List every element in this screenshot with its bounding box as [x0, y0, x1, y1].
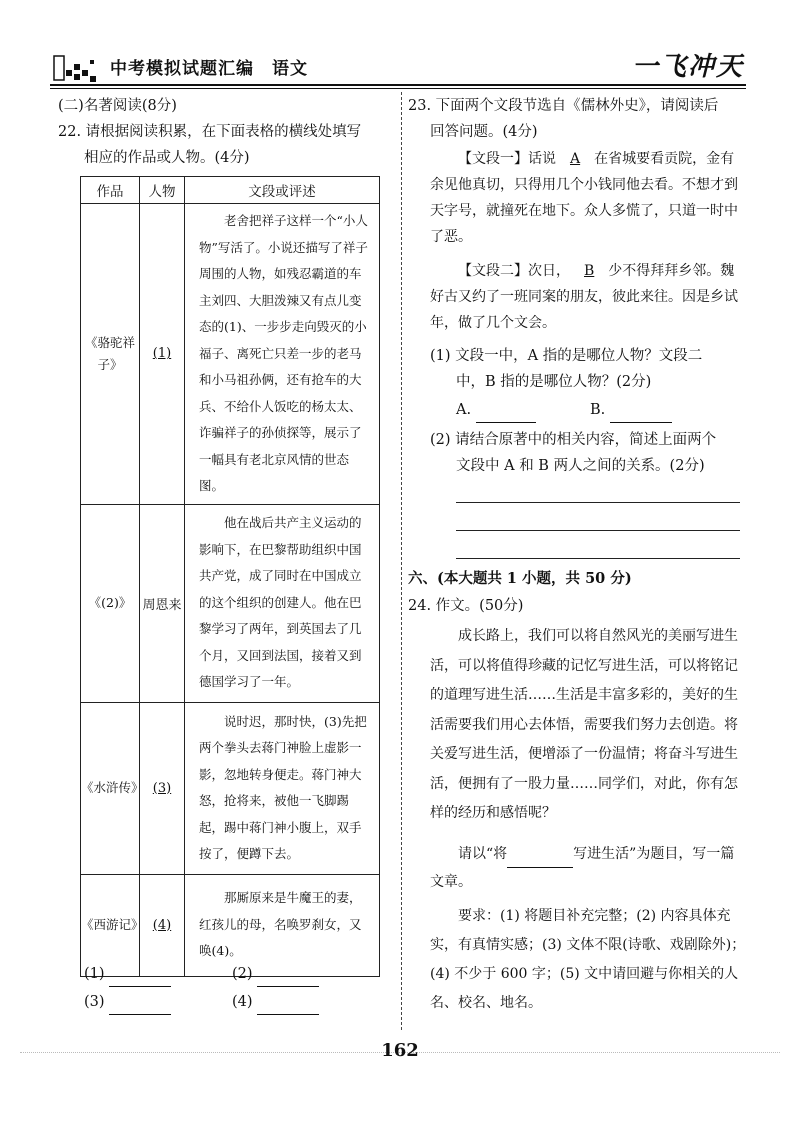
- header-rule: [50, 84, 746, 86]
- answer-2-blank[interactable]: [257, 970, 319, 987]
- table-header-row: [81, 177, 380, 204]
- table-cell-text: 说时迟，那时快，(3)先把两个拳头去蒋门神脸上虚影一影，忽地转身便走。蒋门神大怒，抢将来，被他一飞脚踢起，踢中蒋门神小腹上，双手按了，便蹲下去。: [185, 702, 380, 874]
- answer-line[interactable]: [456, 502, 740, 503]
- section-heading: (二)名著阅读(8分): [58, 98, 177, 114]
- answer-4-label: (4): [232, 994, 253, 1010]
- passage-2: [430, 258, 746, 336]
- passage-1-label: 【文段一】: [458, 151, 528, 167]
- answer-3[interactable]: [84, 990, 171, 1015]
- table-cell-text: 老舍把祥子这样一个“小人物”写活了。小说还描写了祥子周围的人物，如残忍霸道的车主刘四、大胆泼辣又有点儿变态的(1)、一步步走向毁灭的小福子、离死亡只差一步的老马和小马祖孙俩，还有抢车的大兵、不给仆人饭吃的杨太太、诈骗祥子的孙侦探等，展示了一幅具有老北京风情的世态图。: [185, 204, 380, 505]
- column-divider: [401, 92, 402, 1030]
- header-title: 中考模拟试题汇编 语文: [110, 59, 308, 79]
- answer-A-label: A.: [456, 402, 472, 418]
- sub2-line2: 文段中 A 和 B 两人之间的关系。(2分): [456, 458, 705, 474]
- passage-1-A: A: [570, 151, 581, 167]
- answer-line[interactable]: [456, 558, 740, 559]
- answer-2-label: (2): [232, 966, 253, 982]
- table-cell-work: 《水浒传》: [81, 702, 140, 874]
- answer-1-blank[interactable]: [109, 970, 171, 987]
- sub1-line2: 中，B 指的是哪位人物？(2分): [456, 374, 652, 390]
- essay-prompt: 成长路上，我们可以将自然风光的美丽写进生活，可以将值得珍藏的记忆写进生活，可以将铭记的道理写进生活……生活是丰富多彩的，美好的生活需要我们用心去体悟，需要我们努力去创造。将关爱写进生活，便增添了一份温情；将奋斗写进生活，便拥有了一股力量……同学们，对此，你有怎样的经历和感悟呢？: [430, 628, 738, 821]
- passage-2-label: 【文段二】: [458, 263, 528, 279]
- passage-2-B: B: [584, 263, 595, 279]
- answer-4[interactable]: [232, 990, 319, 1015]
- table-cell-person: (3): [140, 702, 185, 874]
- answer-3-blank[interactable]: [109, 998, 171, 1015]
- answer-B[interactable]: [590, 398, 672, 423]
- answer-3-label: (3): [84, 994, 105, 1010]
- answer-A[interactable]: [456, 398, 536, 423]
- table-header-work: 作品: [81, 177, 140, 204]
- table-cell-work: 《(2)》: [81, 504, 140, 702]
- header-brand: 一飞冲天: [631, 52, 744, 82]
- reading-table: [80, 176, 380, 977]
- q24: 24. 作文。(50分): [408, 598, 524, 614]
- q22-line1: 22. 请根据阅读积累，在下面表格的横线处填写: [58, 124, 362, 140]
- passage-2-pre: 次日，: [528, 263, 570, 279]
- sub1-line1: (1) 文段一中，A 指的是哪位人物？文段二: [430, 348, 703, 364]
- table-cell-work: 《西游记》: [81, 874, 140, 976]
- section-6-heading: 六、(本大题共 1 小题，共 50 分): [408, 570, 632, 587]
- answer-A-blank[interactable]: [476, 406, 536, 423]
- table-cell-text: 那厮原来是牛魔王的妻，红孩儿的母，名唤罗刹女，又唤(4)。: [185, 874, 380, 976]
- answer-B-blank[interactable]: [610, 406, 672, 423]
- table-cell-person: (1): [140, 204, 185, 505]
- essay-title-pre: 请以“将: [458, 846, 508, 862]
- answer-line[interactable]: [456, 530, 740, 531]
- table-row: [81, 874, 380, 976]
- q23-line1: 23. 下面两个文段节选自《儒林外史》，请阅读后: [408, 98, 719, 114]
- answer-1-label: (1): [84, 966, 105, 982]
- table-header-person: 人物: [140, 177, 185, 204]
- table-row: [81, 504, 380, 702]
- header-rule-thin: [50, 88, 746, 89]
- q22-line2: 相应的作品或人物。(4分): [84, 150, 250, 166]
- sub2-line1: (2) 请结合原著中的相关内容，简述上面两个: [430, 432, 717, 448]
- passage-1-rest: 在省城要看贡院，金有余见他真切，只得用几个小钱同他去看。不想才到天字号，就撞死在地下。众人多慌了，只道一时中了恶。: [430, 151, 738, 245]
- table-header-text: 文段或评述: [185, 177, 380, 204]
- essay-requirements: 要求：(1) 将题目补充完整；(2) 内容具体充实，有真情实感；(3) 文体不限(诗歌、戏剧除外)；(4) 不少于 600 字；(5) 文中请回避与你相关的人名、校名、地名。: [430, 908, 746, 1011]
- answer-B-label: B.: [590, 402, 606, 418]
- table-row: [81, 204, 380, 505]
- answer-4-blank[interactable]: [257, 998, 319, 1015]
- answer-2[interactable]: [232, 962, 319, 987]
- passage-1-pre: 话说: [528, 151, 556, 167]
- table-row: [81, 702, 380, 874]
- table-cell-work: 《骆驼祥子》: [81, 204, 140, 505]
- essay-title-post: 写进生活”为题目，写一篇文章。: [430, 846, 735, 890]
- header-logo-icon: [52, 52, 104, 84]
- essay-title-instruction: [430, 840, 746, 896]
- q23-line2: 回答问题。(4分): [430, 124, 538, 140]
- table-cell-text: 他在战后共产主义运动的影响下，在巴黎帮助组织中国共产党，成了同时在中国成立的这个组织的创建人。他在巴黎学习了两年，到英国去了几个月，又回到法国，接着又到德国学习了一年。: [185, 504, 380, 702]
- answer-1[interactable]: [84, 962, 171, 987]
- page-number: 162: [381, 1040, 419, 1061]
- passage-2-rest: 少不得拜拜乡邻。魏好古又约了一班同案的朋友，彼此来往。因是乡试年，做了几个文会。: [430, 263, 738, 331]
- table-cell-person: 周恩来: [140, 504, 185, 702]
- passage-1: [430, 146, 746, 250]
- table-cell-person: (4): [140, 874, 185, 976]
- essay-title-blank[interactable]: [507, 853, 573, 868]
